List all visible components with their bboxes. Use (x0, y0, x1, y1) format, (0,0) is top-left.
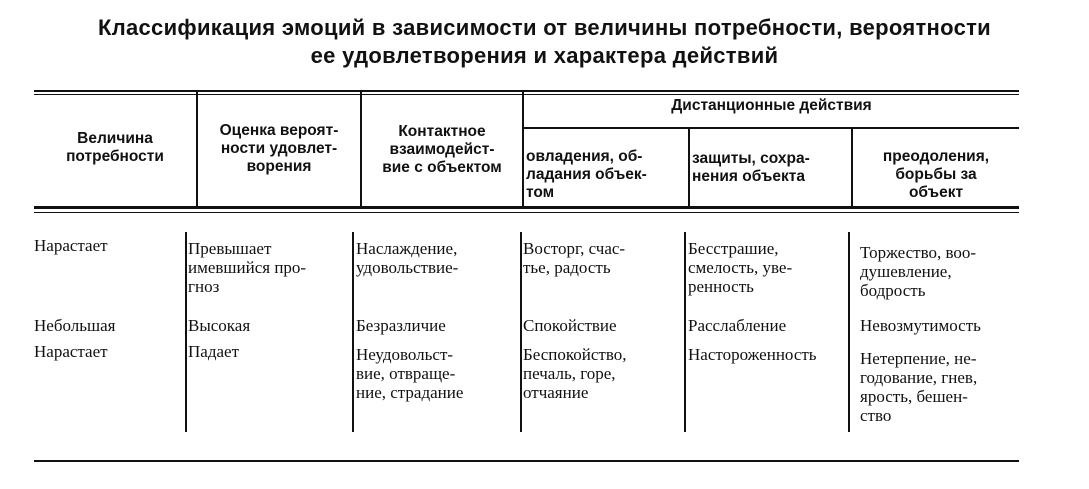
header-protection: защиты, сохра- нения объекта (692, 150, 810, 185)
header-contact: Контактное взаимодейст- вие с объектом (382, 123, 502, 176)
column-divider (848, 232, 850, 432)
distant-group-rule (522, 127, 1019, 129)
cell-protection-row-3: Настороженность (688, 345, 817, 364)
cell-need-row-2: Небольшая (34, 316, 116, 335)
header-need: Величина потребности (66, 130, 164, 165)
header-bottom-rule (34, 206, 1019, 209)
cell-contact-row-3: Неудовольст- вие, отвраще- ние, страдание (356, 345, 464, 402)
table-title-line-2: ее удовлетворения и характера действий (310, 43, 779, 68)
cell-overcoming-row-3: Нетерпение, не- годование, гнев, ярость, бешен- ство (860, 349, 978, 425)
cell-overcoming-row-1: Торжество, воо- душевление, бодрость (860, 243, 977, 300)
cell-overcoming-row-2: Невозмутимость (860, 316, 981, 335)
cell-protection-row-1: Бесстрашие, смелость, уве- ренность (688, 239, 793, 296)
table-title (0, 14, 1089, 70)
header-distant-group: Дистанционные действия (671, 97, 872, 114)
column-divider (684, 232, 686, 432)
cell-possession-row-1: Восторг, счас- тье, радость (523, 239, 626, 277)
column-divider (185, 232, 187, 432)
column-divider (352, 232, 354, 432)
cell-protection-row-2: Расслабление (688, 316, 787, 335)
bottom-rule (34, 460, 1019, 462)
top-rule (34, 90, 1019, 92)
header-probability: Оценка вероят- ности удовлет- ворения (219, 122, 339, 175)
cell-probability-row-1: Превышает имевшийся про- гноз (188, 239, 307, 296)
cell-probability-row-2: Высокая (188, 316, 251, 335)
column-divider (688, 128, 690, 209)
table-title-line-1: Классификация эмоций в зависимости от величины потребности, вероятности (97, 15, 992, 40)
cell-probability-row-3: Падает (188, 342, 239, 361)
cell-need-row-1: Нарастает (34, 236, 108, 255)
header-bottom-rule-inner (34, 212, 1019, 213)
top-rule-inner (34, 94, 1019, 95)
cell-possession-row-3: Беспокойство, печаль, горе, отчаяние (523, 345, 627, 402)
cell-contact-row-2: Безразличие (356, 316, 446, 335)
header-overcoming: преодоления, борьбы за объект (882, 148, 990, 201)
column-divider (520, 232, 522, 432)
cell-need-row-3: Нарастает (34, 342, 108, 361)
cell-contact-row-1: Наслаждение, удовольствие- (356, 239, 459, 277)
cell-possession-row-2: Спокойствие (523, 316, 617, 335)
header-possession: овладения, об- ладания объек- том (526, 148, 647, 201)
column-divider (196, 92, 198, 209)
